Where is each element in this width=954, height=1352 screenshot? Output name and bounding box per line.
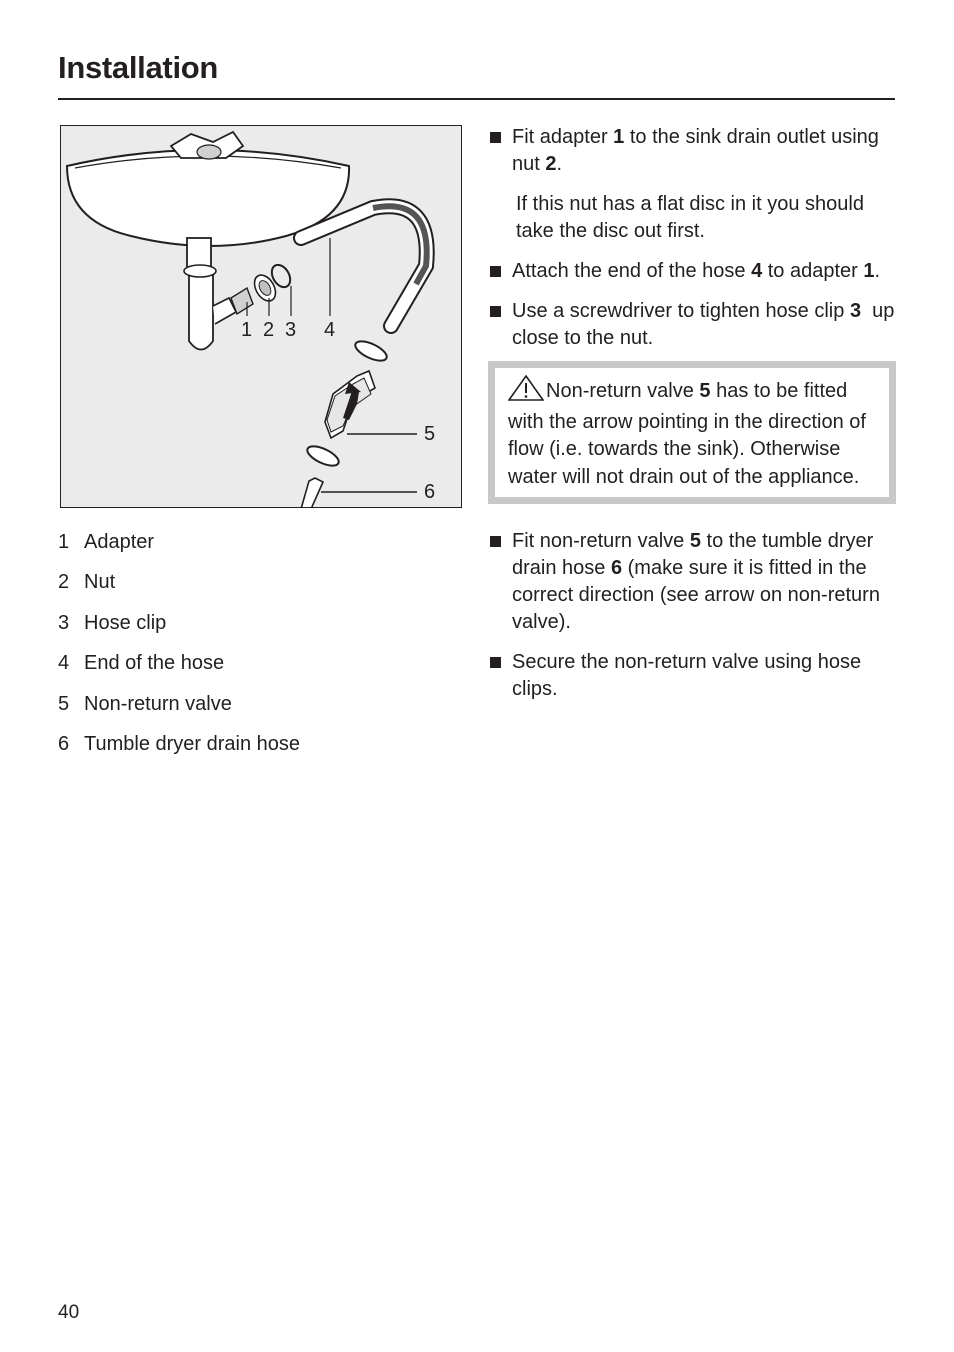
sink-drain-diagram [61,126,462,508]
square-bullet-icon [490,266,501,277]
instruction-step-tighten-clip: Use a screwdriver to tighten hose clip 3 up close to the nut. [488,298,898,352]
figure-label-1: 1 [241,319,253,341]
warning-triangle-icon [508,375,544,409]
legend-item: 2 Nut [58,571,116,594]
flat-disc-note: If this nut has a flat disc in it you should take the disc out first. [516,193,864,242]
figure-legend [58,528,300,770]
legend-item: 4 End of the hose [58,652,225,675]
figure-label-3: 3 [285,319,297,341]
instructions-column [488,124,898,703]
square-bullet-icon [490,536,501,547]
figure-label-2: 2 [263,319,275,341]
legend-item: 3 Hose clip [58,611,167,634]
figure-label-4: 4 [324,319,336,341]
instruction-step-fit-adapter: Fit adapter 1 to the sink drain outlet using nut 2. [488,124,898,178]
title-divider [58,98,895,100]
page-title: Installation [58,50,219,85]
legend-item: 6 Tumble dryer drain hose [58,732,301,755]
instruction-step-secure-valve: Secure the non-return valve using hose clips. [488,649,898,703]
installation-illustration [60,125,462,508]
legend-item: 1 Adapter [58,531,155,553]
figure-label-5: 5 [424,423,436,445]
instruction-step-attach-hose: Attach the end of the hose 4 to adapter 1. [488,258,898,285]
warning-box: Non-return valve 5 has to be fitted with the arrow pointing in the direction of flow (i.e. towards the sink). Otherwise water will not drain out of the appliance. [488,361,896,504]
figure-label-6: 6 [424,481,436,503]
legend-item: 5 Non-return valve [58,692,232,715]
square-bullet-icon [490,132,501,143]
instruction-step-fit-valve: Fit non-return valve 5 to the tumble dryer drain hose 6 (make sure it is fitted in the correct direction (see arrow on non-return valve). [488,528,898,636]
page-number: 40 [58,1302,80,1323]
square-bullet-icon [490,657,501,668]
square-bullet-icon [490,306,501,317]
